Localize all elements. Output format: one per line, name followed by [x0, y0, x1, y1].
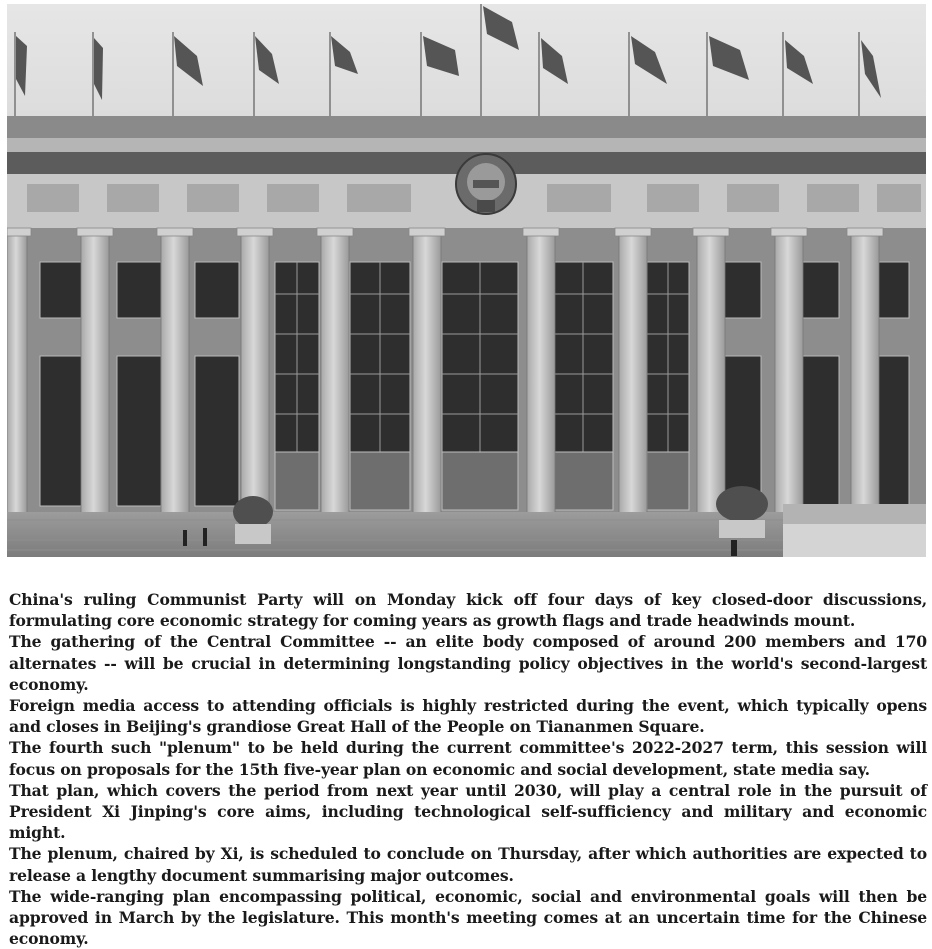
article-body [9, 589, 927, 949]
paragraph: The fourth such "plenum" to be held during the current committee's 2022-2027 term, this session will focus on proposals for the 15th five-year plan on economic and social development, state media say. [9, 738, 927, 779]
paragraph: That plan, which covers the period from next year until 2030, will play a central role in the pursuit of President Xi Jinping's core aims, including technological self-sufficiency and military and economic might. [9, 780, 927, 843]
paragraph: Foreign media access to attending officials is highly restricted during the event, which typically opens and closes in Beijing's grandiose Great Hall of the People on Tiananmen Square. [9, 696, 927, 737]
roof-cornice [7, 116, 926, 138]
paragraph: The plenum, chaired by Xi, is scheduled to conclude on Thursday, after which authorities are expected to release a lengthy document summarising major outcomes. [9, 844, 927, 885]
paragraph: China's ruling Communist Party will on Monday kick off four days of key closed-door discussions, formulating core economic strategy for coming years as growth flags and trade headwinds mount. [9, 590, 927, 631]
paragraph: The wide-ranging plan encompassing political, economic, social and environmental goals will then be approved in March by the legislature. This month's meeting comes at an uncertain time for the Chinese economy. [9, 886, 927, 949]
paragraph: The gathering of the Central Committee -- an elite body composed of around 200 members and 170 alternates -- will be crucial in determining longstanding policy objectives in the world's second-largest economy. [9, 632, 927, 694]
national-emblem [456, 154, 516, 214]
news-photo [7, 4, 926, 557]
